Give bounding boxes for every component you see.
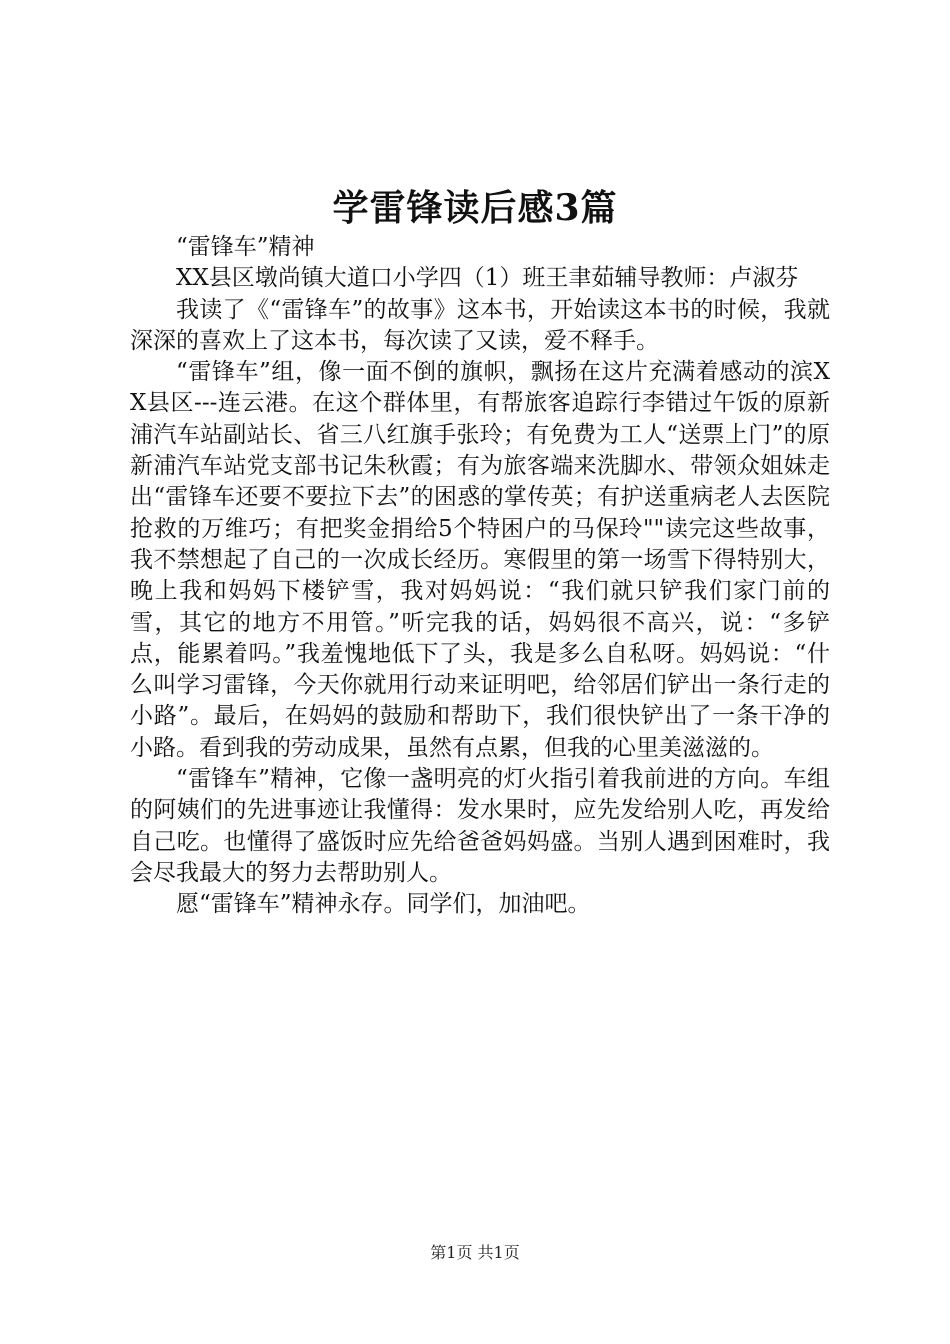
paragraph-intro: 我读了《“雷锋车”的故事》这本书，开始读这本书的时候，我就深深的喜欢上了这本书，每次读了又读，爱不释手。 [130, 296, 830, 354]
paragraph-closing: 愿“雷锋车”精神永存。同学们，加油吧。 [176, 891, 591, 918]
paragraph-subtitle: “雷锋车”精神 [176, 234, 315, 260]
page-footer: 第1页 共1页 [430, 1243, 520, 1262]
document-title: 学雷锋读后感3篇 [332, 187, 618, 229]
paragraph-story: “雷锋车”组，像一面不倒的旗帜，飘扬在这片充满着感动的滨XX县区---连云港。在这个群体里，有帮旅客追踪行李错过午饭的原新浦汽车站副站长、省三八红旗手张玲；有免费为工人“送票上门”的原新浦汽车站党支部书记朱秋霞；有为旅客端来洗脚水、带领众姐妹走出“雷锋车还要不要拉下去”的困惑的掌传英；有护送重病老人去医院抢救的万维巧；有把奖金捐给5个特困户的马保玲""读完这些故事，我不禁想起了自己的一次成长经历。寒假里的第一场雪下得特别大，晚上我和妈妈下楼铲雪，我对妈妈说：“我们就只铲我们家门前的雪，其它的地方不用管。”听完我的话，妈妈很不高兴，说：“多铲点，能累着吗。”我羞愧地低下了头，我是多么自私呀。妈妈说：“什么叫学习雷锋，今天你就用行动来证明吧，给邻居们铲出一条行走的小路”。最后，在妈妈的鼓励和帮助下，我们很快铲出了一条干净的小路。看到我的劳动成果，虽然有点累，但我的心里美滋滋的。 [130, 359, 830, 761]
paragraph-author: XX县区墩尚镇大道口小学四（1）班王聿茹辅导教师：卢淑芬 [176, 265, 799, 292]
paragraph-reflection: “雷锋车”精神，它像一盏明亮的灯火指引着我前进的方向。车组的阿姨们的先进事迹让我懂得：发水果时，应先发给别人吃，再发给自己吃。也懂得了盛饭时应先给爸爸妈妈盛。当别人遇到困难时，我会尽我最大的努力去帮助别人。 [130, 766, 830, 886]
document-body [130, 232, 830, 921]
